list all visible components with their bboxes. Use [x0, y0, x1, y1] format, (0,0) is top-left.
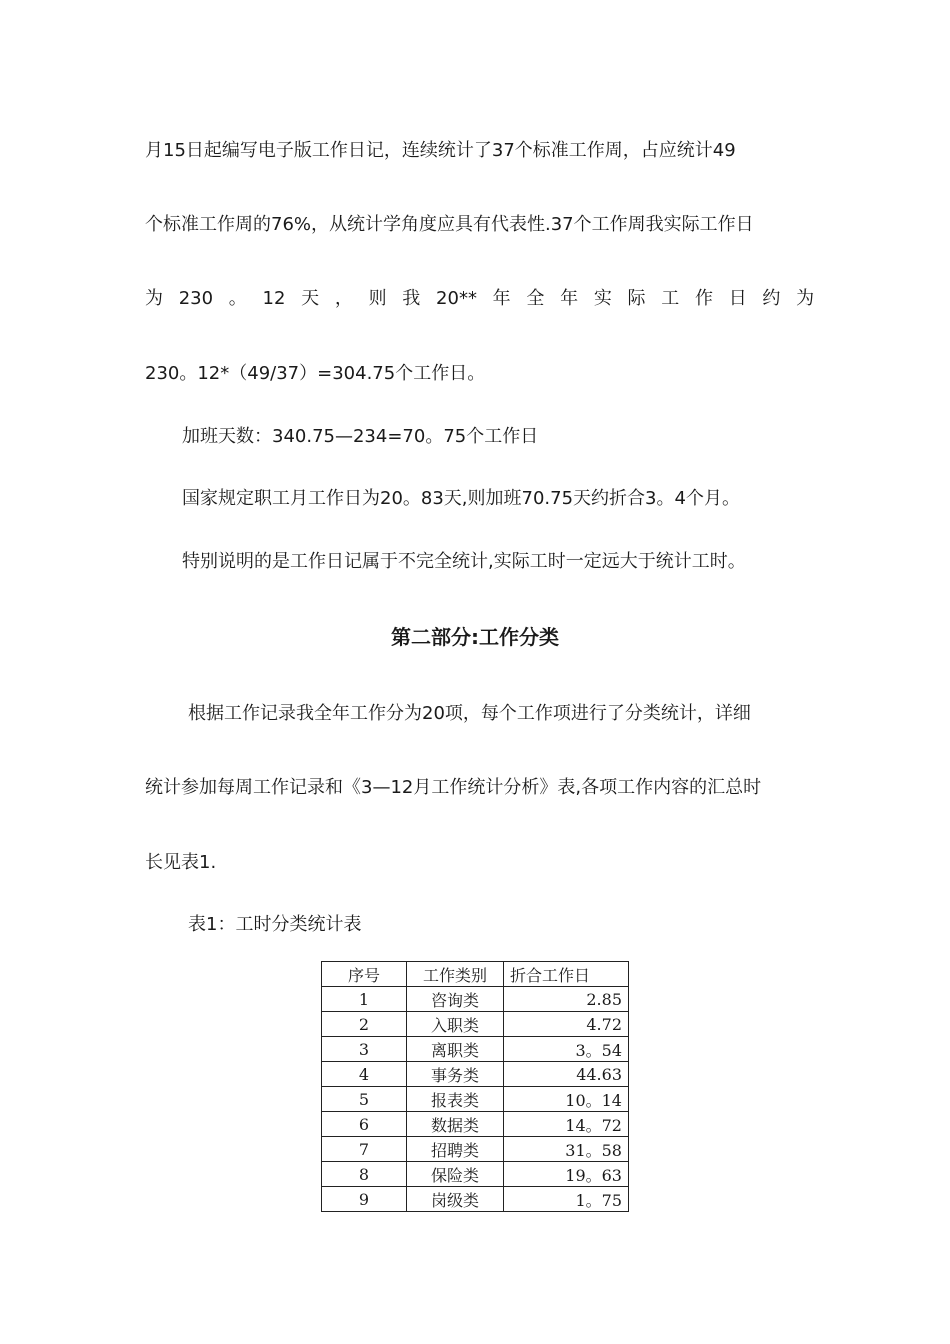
row-index: 7 [322, 1137, 407, 1162]
row-index: 3 [322, 1037, 407, 1062]
row-category: 入职类 [407, 1012, 504, 1037]
row-workdays: 4.72 [504, 1012, 629, 1037]
row-workdays: 44.63 [504, 1062, 629, 1087]
row-category: 咨询类 [407, 987, 504, 1012]
row-index: 6 [322, 1112, 407, 1137]
row-index: 9 [322, 1187, 407, 1212]
paragraph2-line3: 长见表1. [145, 852, 217, 873]
row-category: 事务类 [407, 1062, 504, 1087]
row-workdays: 14。72 [504, 1112, 629, 1137]
row-index: 1 [322, 987, 407, 1012]
table-row [322, 1062, 629, 1087]
table-row [322, 1012, 629, 1037]
table-row [322, 987, 629, 1012]
row-category: 数据类 [407, 1112, 504, 1137]
paragraph1-line3: 为 230 。 12 天 ， 则 我 20** 年 全 年 实 际 工 作 日 约 为 [145, 288, 815, 309]
paragraph1-line2: 个标准工作周的76%，从统计学角度应具有代表性.37个工作周我实际工作日 [145, 214, 754, 235]
overtime-line: 加班天数：340.75—234=70。75个工作日 [182, 426, 539, 447]
paragraph2-line2: 统计参加每周工作记录和《3—12月工作统计分析》表,各项工作内容的汇总时 [145, 777, 762, 798]
header-index: 序号 [322, 962, 407, 987]
row-workdays: 19。63 [504, 1162, 629, 1187]
work-classification-table [321, 961, 629, 1212]
table-row [322, 1037, 629, 1062]
row-category: 岗级类 [407, 1187, 504, 1212]
row-workdays: 10。14 [504, 1087, 629, 1112]
header-category: 工作类别 [407, 962, 504, 987]
paragraph1-line1: 月15日起编写电子版工作日记，连续统计了37个标准工作周，占应统计49 [145, 140, 736, 161]
table-header-row [322, 962, 629, 987]
row-workdays: 3。54 [504, 1037, 629, 1062]
row-workdays: 1。75 [504, 1187, 629, 1212]
section-heading: 第二部分:工作分类 [391, 625, 559, 649]
header-workdays: 折合工作日 [504, 962, 629, 987]
regulation-line: 国家规定职工月工作日为20。83天,则加班70.75天约折合3。4个月。 [182, 488, 740, 509]
table-caption: 表1：工时分类统计表 [188, 914, 362, 935]
row-category: 招聘类 [407, 1137, 504, 1162]
paragraph1-line4: 230。12*（49/37）=304.75个工作日。 [145, 363, 486, 384]
table-row [322, 1087, 629, 1112]
note-line: 特别说明的是工作日记属于不完全统计,实际工时一定远大于统计工时。 [182, 551, 746, 572]
row-workdays: 31。58 [504, 1137, 629, 1162]
row-index: 5 [322, 1087, 407, 1112]
table-row [322, 1162, 629, 1187]
table-row [322, 1112, 629, 1137]
row-index: 4 [322, 1062, 407, 1087]
paragraph2-line1: 根据工作记录我全年工作分为20项，每个工作项进行了分类统计，详细 [188, 703, 751, 724]
row-index: 2 [322, 1012, 407, 1037]
table-row [322, 1187, 629, 1212]
table-row [322, 1137, 629, 1162]
row-category: 报表类 [407, 1087, 504, 1112]
row-workdays: 2.85 [504, 987, 629, 1012]
row-category: 离职类 [407, 1037, 504, 1062]
row-index: 8 [322, 1162, 407, 1187]
row-category: 保险类 [407, 1162, 504, 1187]
